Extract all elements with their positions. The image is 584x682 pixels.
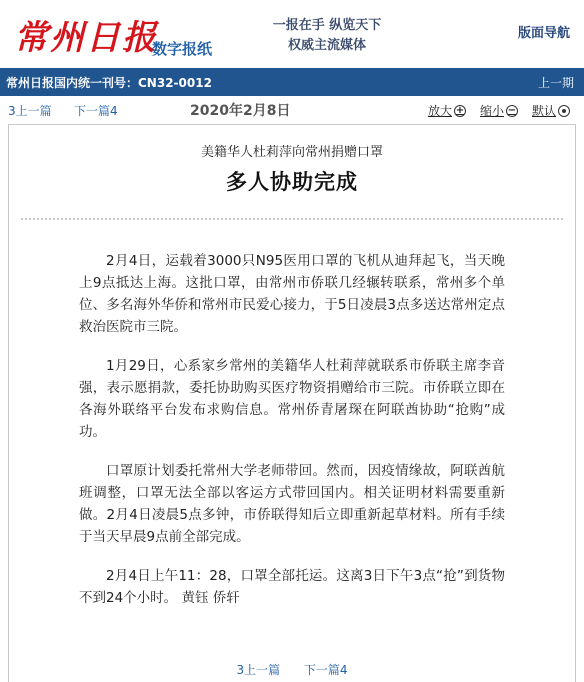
default-size-button[interactable] (532, 102, 570, 119)
bottom-article-nav (9, 661, 575, 678)
issn-info: 常州日报国内统一刊号：CN32-0012 (6, 75, 212, 90)
article-panel (8, 124, 576, 682)
zoom-in-label: 放大 (427, 104, 452, 118)
article-paragraph: 2月4日，运载着3000只N95医用口罩的飞机从迪拜起飞，当天晚上9点抵达上海。这批口罩，由常州市侨联几经辗转联系，常州多个单位、多名海外华侨和常州市民爱心接力，于5日凌晨3点多送达常州定点救治医院市三院。 (79, 253, 505, 335)
slogan-line-1: 一报在手 纵览天下 (272, 18, 382, 33)
article-title: 多人协助完成 (226, 170, 358, 194)
newspaper-logo[interactable]: 常州日报 (14, 18, 158, 58)
article-paragraph: 2月4日上午11：28，口罩全部托运。这离3日下午3点“抢”到货物不到24个小时。 黄钰 侨轩 (79, 568, 505, 606)
info-bar (0, 68, 584, 96)
article-toolbar (0, 96, 584, 122)
zoom-out-label: 缩小 (479, 104, 504, 118)
slogan (262, 16, 392, 56)
default-size-label: 默认 (531, 104, 556, 118)
digital-edition-label: 数字报纸 (152, 40, 213, 58)
plus-circle-icon: + (455, 104, 465, 116)
font-size-tools (428, 102, 570, 119)
bottom-next-article-link[interactable]: 下一篇4 (303, 663, 348, 677)
masthead (0, 0, 584, 68)
article-paragraph: 1月29日，心系家乡常州的美籍华人杜莉萍就联系市侨联主席李音强，表示愿捐款，委托协助购买医疗物资捐赠给市三院。市侨联立即在各海外联络平台发布求购信息。常州侨青屠琛在阿联酋协助“抢购”成功。 (79, 358, 505, 440)
zoom-out-button[interactable] (480, 102, 518, 119)
bottom-previous-article-link[interactable]: 3上一篇 (236, 663, 281, 677)
zoom-in-button[interactable] (428, 102, 466, 119)
slogan-line-2: 权威主流媒体 (287, 38, 366, 53)
issue-date: 2020年2月8日 (190, 103, 291, 119)
article-paragraph: 口罩原计划委托常州大学老师带回。然而，因疫情缘故，阿联酋航班调整，口罩无法全部以客运方式带回国内。相关证明材料需要重新做。2月4日凌晨5点多钟，市侨联得知后立即重新起草材料。所有手续于当天早晨9点前全部完成。 (79, 463, 505, 545)
next-article-link[interactable]: 下一篇4 (74, 104, 118, 118)
dot-circle-icon (558, 105, 570, 117)
previous-issue-link[interactable]: 上一期 (537, 75, 574, 90)
minus-circle-icon: − (507, 104, 517, 116)
article-kicker: 美籍华人杜莉萍向常州捐赠口罩 (200, 145, 383, 160)
previous-article-link[interactable]: 3上一篇 (8, 104, 52, 118)
page-navigation-link[interactable]: 版面导航 (517, 26, 570, 41)
article-body (9, 220, 575, 609)
